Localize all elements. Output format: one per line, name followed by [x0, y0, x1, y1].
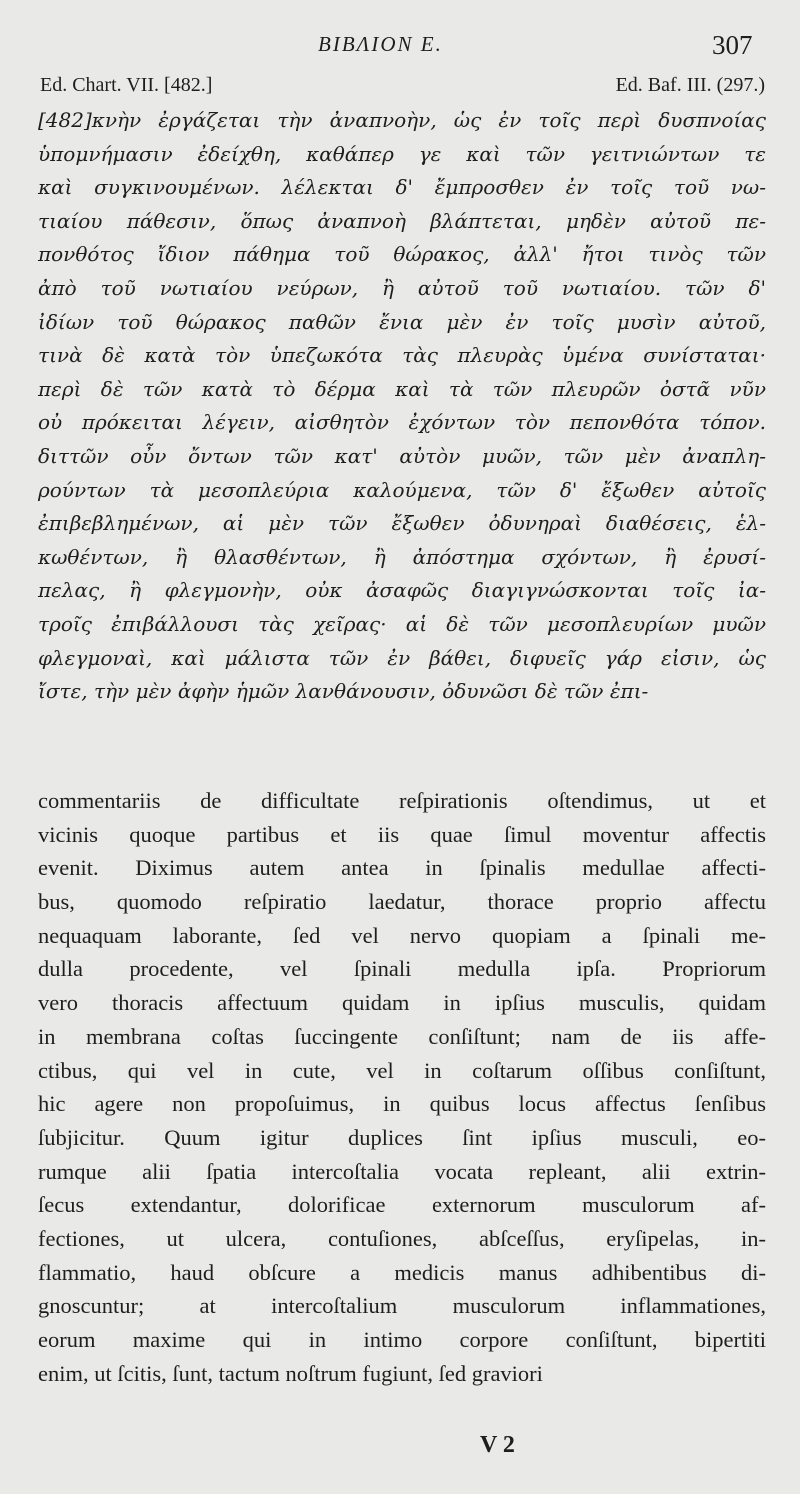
running-head [0, 30, 800, 70]
greek-text-line: τροῖς ἐπιβάλλουσι τὰς χεῖρας· αἱ δὲ τῶν μεσοπλευρίων μυῶν [38, 611, 766, 636]
latin-text-line: flammatio, haud obſcure a medicis manus adhibentibus di- [38, 1259, 766, 1285]
latin-text-line: dulla procedente, vel ſpinali medulla ipſa. Propriorum [38, 956, 766, 982]
page-number: 307 [712, 30, 753, 60]
latin-text-line: evenit. Diximus autem antea in ſpinalis medullae affecti- [38, 855, 766, 881]
latin-text-line: gnoscuntur; at intercoſtalium musculorum inflammationes, [38, 1293, 766, 1319]
latin-text-line: commentariis de difficultate reſpirationis oſtendimus, ut et [38, 788, 766, 813]
latin-text-line: vero thoracis affectuum quidam in ipſius musculis, quidam [38, 990, 766, 1016]
greek-text-block [38, 104, 766, 709]
greek-text-line: διττῶν οὖν ὄντων τῶν κατ' αὐτὸν μυῶν, τῶν μὲν ἀναπλη- [38, 443, 766, 468]
greek-text-line: ἴστε, τὴν μὲν ἀφὴν ἡμῶν λανθάνουσιν, ὀδυνῶσι δὲ τῶν ἐπι- [38, 679, 649, 704]
greek-text-line: οὐ πρόκειται λέγειν, αἰσθητὸν ἐχόντων τὸν πεπονθότα τόπον. [38, 410, 766, 435]
latin-text-line: hic agere non propoſuimus, in quibus locus affectus ſenſibus [38, 1091, 766, 1117]
greek-text-line: ἐπιβεβλημένων, αἱ μὲν τῶν ἔξωθεν ὀδυνηραὶ διαθέσεις, ἑλ- [38, 511, 766, 536]
latin-text-line: vicinis quoque partibus et iis quae ſimul moventur affectis [38, 821, 766, 847]
greek-text-line: φλεγμοναὶ, καὶ μάλιστα τῶν ἐν βάθει, διφυεῖς γάρ εἰσιν, ὡς [38, 645, 766, 670]
latin-text-line: enim, ut ſcitis, ſunt, tactum noſtrum fugiunt, ſed graviori [38, 1360, 543, 1386]
latin-text-line: bus, quomodo reſpiratio laedatur, thorace proprio affectu [38, 889, 766, 915]
greek-text-line: [482]κνὴν ἐργάζεται τὴν ἀναπνοὴν, ὡς ἐν τοῖς περὶ δυσπνοίας [38, 108, 766, 132]
latin-text-line: ſubjicitur. Quum igitur duplices ſint ipſius musculi, eo- [38, 1124, 766, 1150]
edition-basel: Ed. Baf. III. (297.) [615, 74, 765, 96]
greek-text-line: τιαίου πάθεσιν, ὅπως ἀναπνοὴ βλάπτεται, μηδὲν αὐτοῦ πε- [38, 208, 766, 233]
latin-text-line: fectiones, ut ulcera, contuſiones, abſceſſus, eryſipelas, in- [38, 1225, 766, 1251]
latin-text-line: eorum maxime qui in intimo corpore conſiſtunt, bipertiti [38, 1327, 766, 1352]
latin-text-line: ſecus extendantur, dolorificae externorum musculorum af- [38, 1192, 766, 1218]
latin-text-line: ctibus, qui vel in cute, vel in coſtarum oſſibus conſiſtunt, [38, 1057, 766, 1083]
latin-text-line: nequaquam laborante, ſed vel nervo quopiam a ſpinali me- [38, 922, 766, 948]
greek-text-line: τινὰ δὲ κατὰ τὸν ὑπεζωκότα τὰς πλευρὰς ὑμένα συνίσταται· [38, 343, 766, 368]
greek-text-line: ἀπὸ τοῦ νωτιαίου νεύρων, ἢ αὐτοῦ τοῦ νωτιαίου. τῶν δ' [38, 275, 766, 300]
greek-text-line: κωθέντων, ἢ θλασθέντων, ἢ ἀπόστημα σχόντων, ἢ ἐρυσί- [38, 544, 766, 569]
printer-signature: V 2 [480, 1432, 515, 1458]
greek-text-line: ἰδίων τοῦ θώρακος παθῶν ἔνια μὲν ἐν τοῖς μυσὶν αὐτοῦ, [38, 309, 766, 334]
book-title: ΒΙΒΛΙΟΝ Ε. [318, 32, 443, 56]
edition-chartier: Ed. Chart. VII. [482.] [40, 74, 213, 96]
greek-text-line: πελας, ἢ φλεγμονὴν, οὐκ ἀσαφῶς διαγιγνώσκονται τοῖς ἰα- [38, 578, 766, 603]
greek-text-line: καὶ συγκινουμένων. λέλεκται δ' ἔμπροσθεν ἐν τοῖς τοῦ νω- [38, 175, 766, 200]
greek-text-line: ὑπομνήμασιν ἐδείχθη, καθάπερ γε καὶ τῶν γειτνιώντων τε [38, 141, 766, 166]
latin-text-line: in membrana coſtas ſuccingente conſiſtunt; nam de iis affe- [38, 1023, 766, 1049]
greek-text-line: πονθότος ἴδιον πάθημα τοῦ θώρακος, ἀλλ' ἤτοι τινὸς τῶν [38, 242, 766, 267]
latin-text-block [38, 784, 766, 1390]
latin-text-line: rumque alii ſpatia intercoſtalia vocata repleant, alii extrin- [38, 1158, 766, 1184]
edition-references [40, 74, 765, 102]
greek-text-line: ρούντων τὰ μεσοπλεύρια καλούμενα, τῶν δ' ἔξωθεν αὐτοῖς [38, 477, 766, 502]
greek-text-line: περὶ δὲ τῶν κατὰ τὸ δέρμα καὶ τὰ τῶν πλευρῶν ὀστᾶ νῦν [38, 376, 766, 401]
